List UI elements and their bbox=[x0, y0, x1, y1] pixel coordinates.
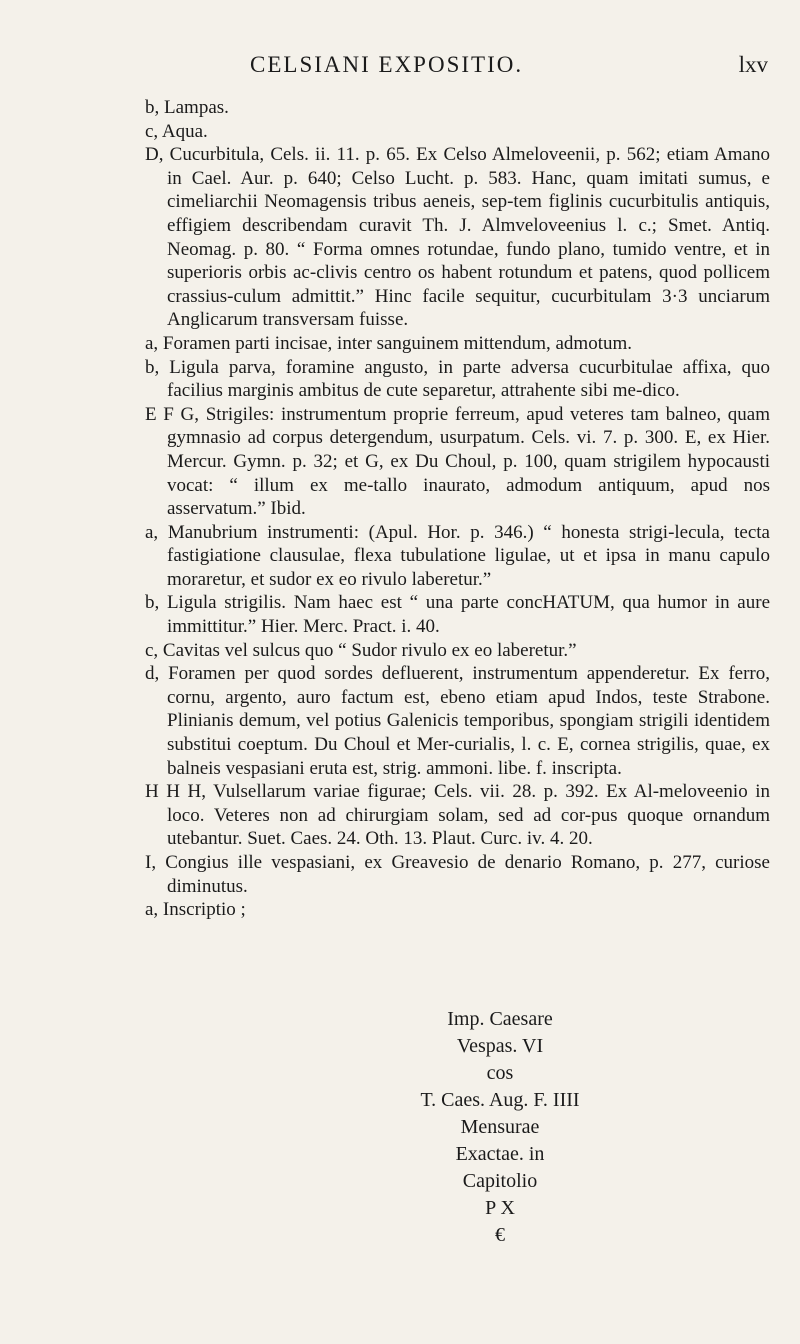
page-number: lxv bbox=[738, 52, 768, 77]
entry-lampas: b, Lampas. bbox=[145, 97, 229, 118]
inscription-line: € bbox=[495, 1224, 505, 1246]
entry-aqua: c, Aqua. bbox=[145, 120, 208, 142]
entry-vulsellarum: H H H, Vulsellarum variae figurae; Cels. vii. 28. p. 392. Ex Al-meloveenio in loco. Veteres non ad chirurgiam solam, sed ad cor-pus quoque ornandum utebantur. Suet. Caes. 24. Oth. 13. Plaut. Curc. iv. 4. 20. bbox=[145, 781, 770, 850]
entry-ligula-strigilis: b, Ligula strigilis. Nam haec est “ una parte concHATUM, qua humor in aure immittitur.” Hier. Merc. Pract. i. 40. bbox=[145, 592, 770, 638]
entry-congius: I, Congius ille vespasiani, ex Greavesio de denario Romano, p. 277, curiose diminutus. bbox=[145, 852, 770, 897]
entry-foramen: a, Foramen parti incisae, inter sanguinem mittendum, admotum. bbox=[145, 332, 633, 354]
entry-list bbox=[145, 96, 770, 922]
inscription-line: Vespas. VI bbox=[456, 1035, 544, 1057]
entry-foramen-sordes: d, Foramen per quod sordes defluerent, instrumentum appenderetur. Ex ferro, cornu, argento, auro factum est, ebeno etiam apud Indos, teste Strabone. Plinianis demum, vel potius Galenicis temporibus, spongiam strigili identidem substitui coeptum. Du Choul et Mer-curialis, l. c. E, cornea strigilis, quae, ex balneis vespasiani eruta est, strig. ammoni. libe. f. inscripta. bbox=[145, 663, 770, 779]
entry-manubrium: a, Manubrium instrumenti: (Apul. Hor. p. 346.) “ honesta strigi-lecula, tecta fastigiatione clausulae, flexa tubulatione ligulae, ut et ipsa in manu capulo moraretur, et sudor ex eo rivulo laberetur.” bbox=[145, 521, 770, 590]
running-header bbox=[250, 52, 768, 86]
header-title: CELSIANI EXPOSITIO. bbox=[250, 52, 524, 77]
entry-cavitas: c, Cavitas vel sulcus quo “ Sudor rivulo ex eo laberetur.” bbox=[145, 639, 577, 661]
inscription-line: T. Caes. Aug. F. IIII bbox=[420, 1089, 580, 1111]
inscription-block bbox=[370, 1006, 630, 1249]
inscription-line: Mensurae bbox=[460, 1116, 540, 1138]
inscription-line: cos bbox=[486, 1062, 514, 1084]
inscription-line: Imp. Caesare bbox=[447, 1008, 553, 1030]
inscription-line: Exactae. in bbox=[455, 1143, 545, 1165]
entry-ligula-parva: b, Ligula parva, foramine angusto, in parte adversa cucurbitulae affixa, quo facilius marginis ambitus de cute separetur, attrahente sibi me-dico. bbox=[145, 356, 770, 402]
inscription-line: Capitolio bbox=[462, 1170, 538, 1192]
inscription-line: P X bbox=[485, 1197, 515, 1219]
entry-strigiles: E F G, Strigiles: instrumentum proprie ferreum, apud veteres tam balneo, quam gymnasio ad corpus detergendum, usurpatum. Cels. vi. 7. p. 300. E, ex Hier. Mercur. Gymn. p. 32; et G, ex Du Choul, p. 100, quam strigilem hypocausti vocat: “ illum ex me-tallo inaurato, admodum antiquum, apud nos asservatum.” Ibid. bbox=[145, 403, 770, 520]
entry-inscriptio: a, Inscriptio ; bbox=[145, 899, 246, 921]
entry-cucurbitula: D, Cucurbitula, Cels. ii. 11. p. 65. Ex Celso Almeloveenii, p. 562; etiam Amano in Cael. Aur. p. 640; Celso Lucht. p. 583. Hanc, quam imitati sumus, e cimeliarchii Neomagensis tribus aeneis, sep-tem figlinis cucurbitulis antiquis, effigiem describendam curavit Th. J. Almveloveenius l. c.; Smet. Antiq. Neomag. p. 80. “ Forma omnes rotundae, fundo plano, tumido ventre, et in superioris orbis ac-clivis centro os habent rotundum et patens, quod pollicem crassius-culum admittit.” Hinc facile sequitur, cucurbitulam 3·3 unciarum Anglicarum transversam fuisse. bbox=[145, 144, 770, 331]
